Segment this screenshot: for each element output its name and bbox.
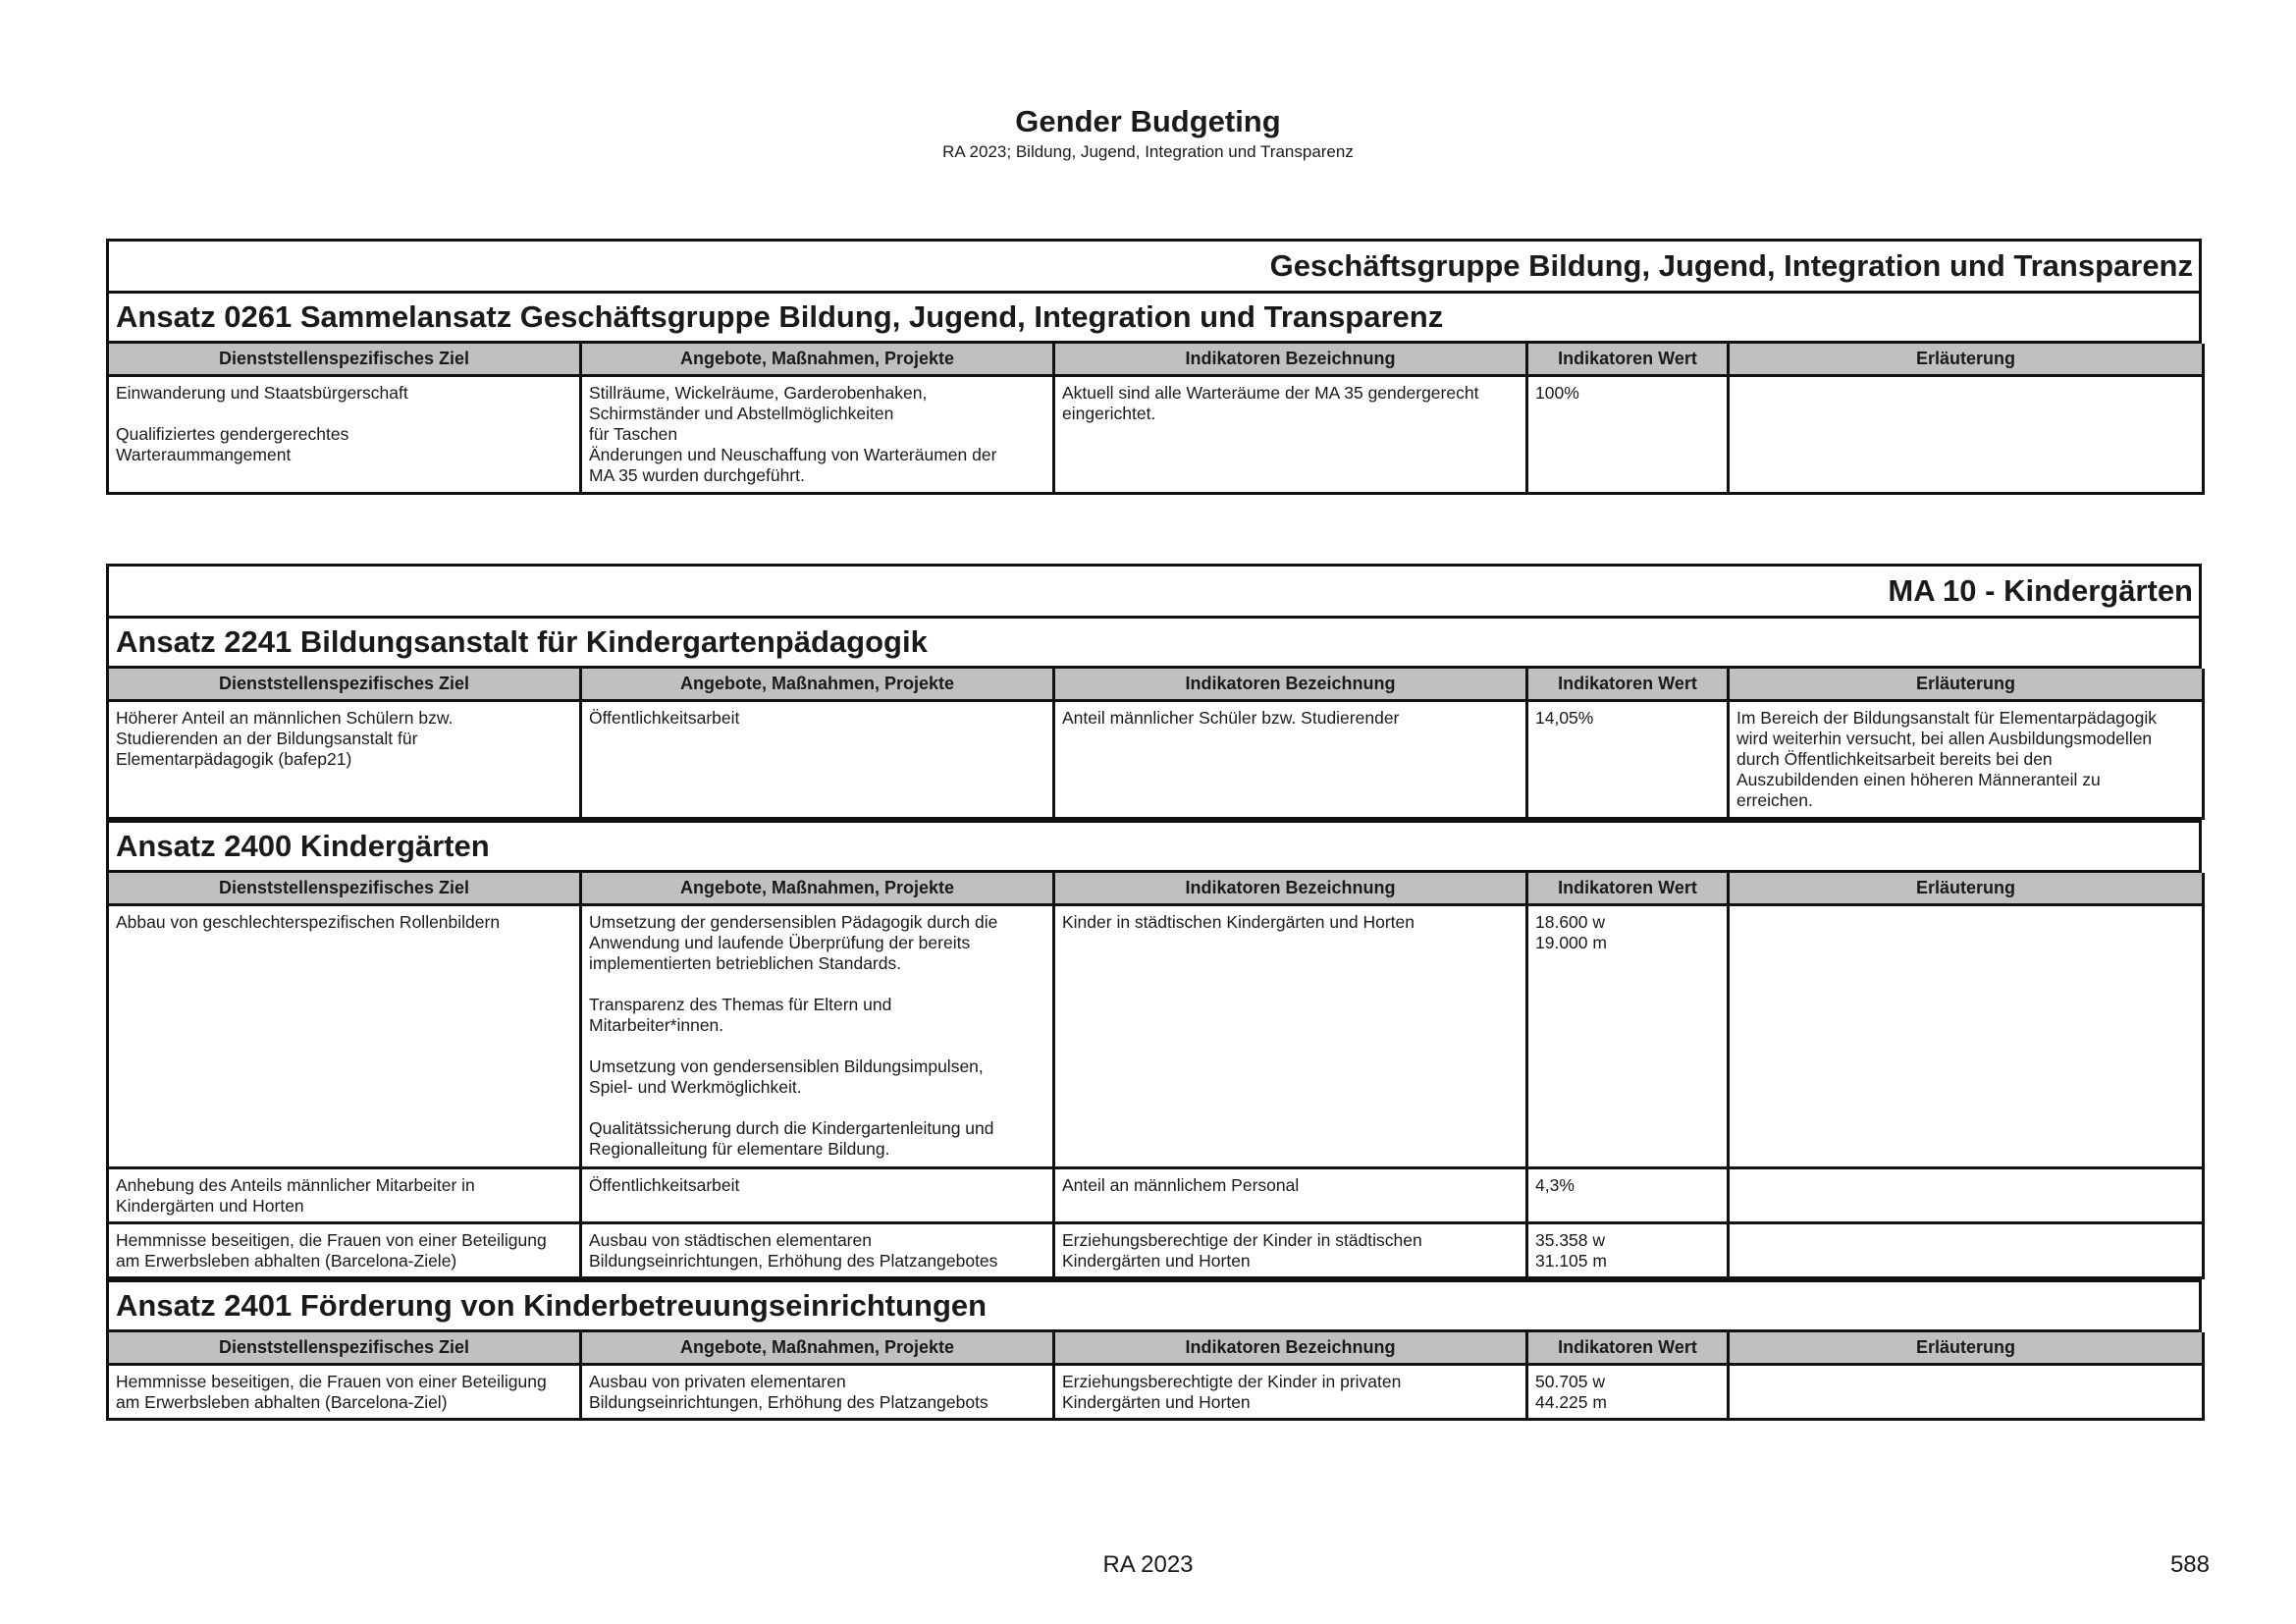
column-header: Erläuterung: [1729, 873, 2204, 905]
cell-indikator: Kinder in städtischen Kindergärten und Horten: [1054, 905, 1527, 1168]
column-header: Indikatoren Wert: [1527, 1332, 1729, 1365]
cell-erlaeuterung: [1729, 1168, 2204, 1223]
column-header: Dienststellenspezifisches Ziel: [108, 873, 581, 905]
page-number: 588: [2169, 1551, 2210, 1578]
document-header: [0, 102, 2296, 163]
table-row: [108, 905, 2204, 1168]
gruppe-heading: MA 10 - Kindergärten: [109, 567, 2199, 619]
column-header: Indikatoren Bezeichnung: [1054, 344, 1527, 376]
document-title: Gender Budgeting: [1015, 104, 1281, 138]
column-header: Indikatoren Wert: [1527, 669, 1729, 701]
cell-ziel: Einwanderung und Staatsbürgerschaft Qualifiziertes gendergerechtes Warteraummangement: [108, 376, 581, 494]
budget-table: [106, 873, 2205, 1279]
cell-wert: 100%: [1527, 376, 1729, 494]
column-header: Indikatoren Bezeichnung: [1054, 1332, 1527, 1365]
cell-indikator: Erziehungsberechtige der Kinder in städtischen Kindergärten und Horten: [1054, 1223, 1527, 1278]
cell-erlaeuterung: [1729, 1365, 2204, 1420]
cell-erlaeuterung: [1729, 1223, 2204, 1278]
column-header: Angebote, Maßnahmen, Projekte: [581, 344, 1054, 376]
gruppe-heading: Geschäftsgruppe Bildung, Jugend, Integration und Transparenz: [109, 242, 2199, 294]
column-header: Indikatoren Wert: [1527, 873, 1729, 905]
cell-ziel: Hemmnisse beseitigen, die Frauen von einer Beteiligung am Erwerbsleben abhalten (Barcelona-Ziele): [108, 1223, 581, 1278]
cell-angebote: Ausbau von privaten elementaren Bildungseinrichtungen, Erhöhung des Platzangebots: [581, 1365, 1054, 1420]
column-header: Erläuterung: [1729, 669, 2204, 701]
ansatz-heading: Ansatz 2400 Kindergärten: [109, 823, 2199, 873]
cell-angebote: Ausbau von städtischen elementaren Bildungseinrichtungen, Erhöhung des Platzangebotes: [581, 1223, 1054, 1278]
section-geschaeftsgruppe: [106, 239, 2202, 495]
column-header: Dienststellenspezifisches Ziel: [108, 344, 581, 376]
budget-table: [106, 344, 2205, 495]
cell-angebote: Öffentlichkeitsarbeit: [581, 1168, 1054, 1223]
cell-erlaeuterung: [1729, 905, 2204, 1168]
table-row: [108, 701, 2204, 819]
column-header: Erläuterung: [1729, 344, 2204, 376]
cell-indikator: Anteil männlicher Schüler bzw. Studierender: [1054, 701, 1527, 819]
cell-erlaeuterung: [1729, 376, 2204, 494]
cell-indikator: Erziehungsberechtigte der Kinder in privaten Kindergärten und Horten: [1054, 1365, 1527, 1420]
cell-ziel: Höherer Anteil an männlichen Schülern bzw. Studierenden an der Bildungsanstalt für Elementarpädagogik (bafep21): [108, 701, 581, 819]
cell-erlaeuterung: Im Bereich der Bildungsanstalt für Elementarpädagogik wird weiterhin versucht, bei allen Ausbildungsmodellen durch Öffentlichkeitsarbeit bereits bei den Auszubildenden einen höheren Männeranteil zu erreichen.: [1729, 701, 2204, 819]
section-ansatz-2401: [106, 1279, 2202, 1421]
table-header-row: [108, 669, 2204, 701]
budget-table: [106, 1332, 2205, 1421]
cell-wert: 14,05%: [1527, 701, 1729, 819]
section-ma10: [106, 564, 2202, 820]
table-row: [108, 1223, 2204, 1278]
column-header: Indikatoren Bezeichnung: [1054, 873, 1527, 905]
column-header: Erläuterung: [1729, 1332, 2204, 1365]
document-subtitle: RA 2023; Bildung, Jugend, Integration und Transparenz: [942, 142, 1354, 161]
cell-angebote: Umsetzung der gendersensiblen Pädagogik durch die Anwendung und laufende Überprüfung der bereits implementierten betrieblichen Standards. Transparenz des Themas für Eltern und Mitarbeiter*innen. Umsetzung von gendersensiblen Bildungsimpulsen, Spiel- und Werkmöglichkeit. Qualitätssicherung durch die Kindergartenleitung und Regionalleitung für elementare Bildung.: [581, 905, 1054, 1168]
cell-wert: 4,3%: [1527, 1168, 1729, 1223]
cell-angebote: Öffentlichkeitsarbeit: [581, 701, 1054, 819]
cell-wert: 35.358 w 31.105 m: [1527, 1223, 1729, 1278]
column-header: Indikatoren Wert: [1527, 344, 1729, 376]
footer-label: RA 2023: [1102, 1551, 1194, 1578]
cell-indikator: Aktuell sind alle Warteräume der MA 35 gendergerecht eingerichtet.: [1054, 376, 1527, 494]
table-header-row: [108, 1332, 2204, 1365]
table-row: [108, 1168, 2204, 1223]
table-row: [108, 1365, 2204, 1420]
cell-wert: 18.600 w 19.000 m: [1527, 905, 1729, 1168]
cell-wert: 50.705 w 44.225 m: [1527, 1365, 1729, 1420]
ansatz-heading: Ansatz 2241 Bildungsanstalt für Kindergartenpädagogik: [109, 619, 2199, 669]
column-header: Angebote, Maßnahmen, Projekte: [581, 873, 1054, 905]
ansatz-heading: Ansatz 2401 Förderung von Kinderbetreuungseinrichtungen: [109, 1282, 2199, 1332]
column-header: Angebote, Maßnahmen, Projekte: [581, 1332, 1054, 1365]
section-ansatz-2400: [106, 820, 2202, 1279]
cell-ziel: Hemmnisse beseitigen, die Frauen von einer Beteiligung am Erwerbsleben abhalten (Barcelona-Ziel): [108, 1365, 581, 1420]
ansatz-heading: Ansatz 0261 Sammelansatz Geschäftsgruppe Bildung, Jugend, Integration und Transparenz: [109, 294, 2199, 344]
column-header: Dienststellenspezifisches Ziel: [108, 669, 581, 701]
column-header: Indikatoren Bezeichnung: [1054, 669, 1527, 701]
table-header-row: [108, 344, 2204, 376]
cell-indikator: Anteil an männlichem Personal: [1054, 1168, 1527, 1223]
column-header: Dienststellenspezifisches Ziel: [108, 1332, 581, 1365]
cell-angebote: Stillräume, Wickelräume, Garderobenhaken, Schirmständer und Abstellmöglichkeiten für Taschen Änderungen und Neuschaffung von Warteräumen der MA 35 wurden durchgeführt.: [581, 376, 1054, 494]
column-header: Angebote, Maßnahmen, Projekte: [581, 669, 1054, 701]
cell-ziel: Abbau von geschlechterspezifischen Rollenbildern: [108, 905, 581, 1168]
cell-ziel: Anhebung des Anteils männlicher Mitarbeiter in Kindergärten und Horten: [108, 1168, 581, 1223]
table-header-row: [108, 873, 2204, 905]
table-row: [108, 376, 2204, 494]
budget-table: [106, 669, 2205, 820]
